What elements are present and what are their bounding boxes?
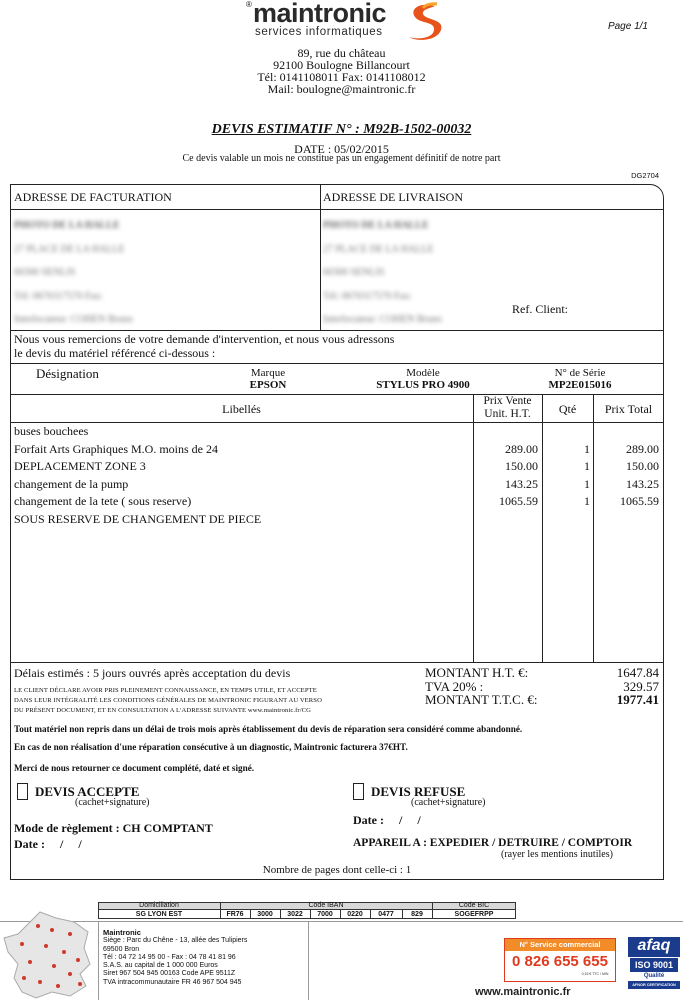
footer-line: TVA intracommunautaire FR 46 967 504 945 [103, 978, 242, 986]
bank-divider [402, 910, 403, 919]
sender-address-line: Mail: boulogne@maintronic.fr [267, 82, 416, 96]
footer-divider [308, 921, 309, 1000]
bank-header-iban: Code IBAN [308, 902, 344, 909]
disposition-hint: (rayer les mentions inutiles) [501, 849, 613, 860]
sender-address-line: 89, rue du château [297, 46, 386, 60]
row-unit-price: 143.25 [505, 476, 538, 491]
bank-divider [370, 910, 371, 919]
validity-note: Ce devis valable un mois ne constitue pas un engagement définitif de notre part [182, 153, 501, 164]
table-row [10, 493, 664, 511]
iban-part: 0477 [378, 911, 394, 918]
tva-value: 329.57 [623, 679, 659, 694]
bank-divider [280, 910, 281, 919]
iban-part: 829 [411, 911, 423, 918]
quality-label: Qualité [643, 973, 665, 979]
bank-divider [250, 910, 251, 919]
diagnostic-fee-note: En cas de non réalisation d'une réparation consécutive à un diagnostic, Maintronic facturera 37€HT. [14, 742, 408, 752]
table-row [10, 441, 664, 459]
document-title: DEVIS ESTIMATIF N° : M92B-1502-00032 [211, 122, 472, 137]
col-header-unit-price [473, 395, 542, 421]
footer-line: S.A.S. au capital de 1 000 000 Euros [103, 962, 218, 970]
row-qty: 1 [584, 459, 590, 473]
logo-swoosh-icon [401, 0, 445, 44]
iban-part: 0220 [347, 911, 363, 918]
device-disposition: APPAREIL A : EXPEDIER / DETRUIRE / COMPTOIR [353, 837, 633, 849]
total-ht-value: 1647.84 [616, 665, 659, 680]
intro-line: le devis du matériel référencé ci-dessous : [14, 346, 216, 360]
intro-text [14, 332, 394, 360]
company-logo [246, 0, 446, 46]
refuse-cachet-label: (cachet+signature) [411, 797, 486, 808]
row-label: DEPLACEMENT ZONE 3 [14, 459, 146, 473]
items-list [10, 423, 664, 528]
legal-line: DU PRÉSENT DOCUMENT, ET EN CONSULTATION A L'ADRESSE SUIVANTE www.maintronic.fr/CG [14, 707, 311, 714]
accept-cachet-label: (cachet+signature) [75, 797, 150, 808]
col-header-label: Libellés [222, 402, 261, 416]
legal-line: LE CLIENT DÉCLARE AVOIR PRIS PLEINEMENT CONNAISSANCE, EN TEMPS UTILE, ET ACCEPTE [14, 687, 317, 694]
delivery-address-line: 60300 SENLIS [323, 267, 385, 278]
bank-bic: SOGEFRPP [454, 911, 494, 918]
sender-address-line: Tél: 0141108011 Fax: 0141108012 [257, 70, 426, 84]
total-ttc-label: MONTANT T.T.C. €: [425, 692, 538, 707]
divider [10, 394, 664, 395]
service-label: N° Service commercial [505, 939, 615, 951]
document-date: DATE : 05/02/2015 [294, 142, 389, 156]
row-label: changement de la tete ( sous reserve) [14, 494, 192, 508]
tva-label: TVA 20% : [425, 679, 484, 694]
table-row [10, 423, 664, 441]
delivery-address-line: Tél: 0670317570 Fax: [323, 290, 412, 302]
iban-part: 7000 [317, 911, 333, 918]
row-total: 150.00 [626, 459, 659, 473]
company-footer-info [103, 929, 247, 987]
row-qty: 1 [584, 441, 590, 456]
intro-line: Nous vous remercions de votre demande d'intervention, et nous vous adressons [14, 332, 395, 346]
footer-divider [98, 921, 99, 1000]
row-unit-price: 150.00 [505, 459, 538, 473]
france-map-icon [0, 908, 98, 1000]
accept-checkbox[interactable] [17, 783, 28, 800]
bank-domiciliation: SG LYON EST [135, 911, 183, 918]
iban-part: FR76 [226, 911, 244, 918]
row-total: 1065.59 [620, 494, 659, 508]
afnor-label: AFNOR CERTIFICATION [628, 981, 680, 989]
row-label: changement de la pump [14, 476, 129, 491]
delivery-address-line: Interlocuteur: COHEN Bruno [323, 314, 442, 325]
table-row [10, 511, 664, 529]
footer-company-name: Maintronic [103, 928, 141, 937]
billing-address-line: 27 PLACE DE LA HALLE [14, 243, 125, 255]
legal-conditions [14, 686, 322, 716]
bank-divider [310, 910, 311, 919]
billing-address-line: Tél: 0670317570 Fax: [14, 290, 103, 302]
row-unit-price: 1065.59 [499, 494, 538, 508]
divider [320, 184, 321, 331]
refuse-checkbox[interactable] [353, 783, 364, 800]
total-ttc-value: 1977.41 [616, 692, 659, 707]
col-header-qty: Qté [558, 402, 577, 416]
serial-value: MP2E015016 [548, 379, 612, 391]
serial-label: N° de Série [554, 367, 606, 379]
divider [10, 363, 664, 364]
bank-divider [340, 910, 341, 919]
table-row [10, 476, 664, 494]
billing-address-header: ADRESSE DE FACTURATION [14, 190, 172, 204]
registered-mark: ® [246, 0, 252, 9]
divider [10, 330, 664, 331]
table-row [10, 458, 664, 476]
sender-address-line: 92100 Boulogne Billancourt [273, 58, 410, 72]
row-qty: 1 [584, 494, 590, 508]
service-price: 0,15 € TTC / MIN [581, 972, 609, 976]
row-total: 143.25 [626, 476, 659, 491]
logo-wordmark: maintronic [253, 0, 387, 28]
refuse-date-label: Date : [353, 813, 384, 827]
afaq-logo: afaq [628, 937, 680, 957]
footer-line: Tél : 04 72 14 95 00 - Fax : 04 78 41 81 96 [103, 953, 236, 961]
refuse-label: DEVIS REFUSE [371, 784, 466, 799]
total-ht-label: MONTANT H.T. €: [425, 665, 529, 680]
footer-line: Siret 967 504 945 00163 Code APE 9511Z [103, 970, 236, 978]
brand-label: Marque [250, 367, 286, 379]
page-count: Nombre de pages dont celle-ci : 1 [262, 864, 412, 876]
payment-mode: Mode de règlement : CH COMPTANT [14, 821, 213, 835]
delivery-address-line: 27 PLACE DE LA HALLE [323, 243, 434, 255]
delivery-address-block [323, 214, 442, 332]
service-phone[interactable]: 0 826 655 655 [512, 953, 608, 970]
iban-part: 3022 [287, 911, 303, 918]
website-link[interactable]: www.maintronic.fr [475, 986, 571, 998]
client-reference: Ref. Client: [512, 302, 568, 316]
accept-date-label: Date : [14, 837, 45, 851]
row-total: 289.00 [626, 441, 659, 456]
billing-address-line: 60300 SENLIS [14, 267, 76, 278]
row-label: SOUS RESERVE DE CHANGEMENT DE PIECE [14, 511, 262, 526]
service-commercial-badge [504, 938, 616, 982]
billing-address-block [14, 214, 133, 332]
afaq-certification-badge [628, 937, 680, 997]
row-unit-price: 289.00 [505, 441, 538, 456]
col-header-unit-price-line: Unit. H.T. [484, 408, 531, 420]
legal-line: DANS LEUR INTÉGRALITÉ LES CONDITIONS GÉNÉRALES DE MAINTRONIC FIGURANT AU VERSO [14, 697, 322, 704]
footer-divider [0, 921, 683, 922]
iso-label: ISO 9001 [630, 958, 678, 972]
delay-estimate: Délais estimés : 5 jours ouvrés après acceptation du devis [14, 666, 291, 680]
col-header-total: Prix Total [604, 402, 653, 416]
model-value: STYLUS PRO 4900 [376, 379, 470, 391]
designation-label: Désignation [36, 366, 99, 381]
footer-line: Siège : Parc du Chêne - 13, allée des Tulipiers [103, 937, 248, 945]
iban-part: 3000 [257, 911, 273, 918]
bank-details-table [98, 902, 516, 919]
brand-value: EPSON [249, 379, 287, 391]
refuse-date-field[interactable]: / / [399, 813, 421, 827]
accept-label: DEVIS ACCEPTE [35, 784, 140, 799]
delivery-address-header: ADRESSE DE LIVRAISON [323, 190, 464, 204]
footer-line: 69500 Bron [103, 945, 140, 953]
billing-address-line: Interlocuteur: COHEN Bruno [14, 314, 133, 325]
bank-header-bic: Code BIC [458, 902, 490, 909]
delivery-address-line: PHOTO DE LA HALLE [323, 220, 429, 231]
billing-address-line: PHOTO DE LA HALLE [14, 220, 120, 231]
logo-tagline: services informatiques [255, 26, 383, 38]
bank-header-domiciliation: Domiciliation [139, 902, 179, 909]
divider [10, 209, 664, 210]
return-note: Merci de nous retourner ce document complété, daté et signé. [14, 763, 255, 773]
divider [10, 662, 664, 663]
page-indicator: Page 1/1 [607, 21, 648, 32]
row-label: Forfait Arts Graphiques M.O. moins de 24 [14, 441, 218, 456]
model-label: Modèle [406, 367, 440, 379]
document-code: DG2704 [631, 171, 659, 180]
col-header-unit-price-line: Prix Vente [483, 395, 532, 407]
row-qty: 1 [584, 476, 590, 491]
row-label: buses bouchees [14, 424, 89, 438]
sender-address [0, 47, 683, 95]
accept-date-field[interactable]: / / [60, 837, 82, 851]
abandon-note: Tout matériel non repris dans un délai de trois mois après établissement du devis de réparation sera considéré comme abandonné. [14, 724, 523, 734]
